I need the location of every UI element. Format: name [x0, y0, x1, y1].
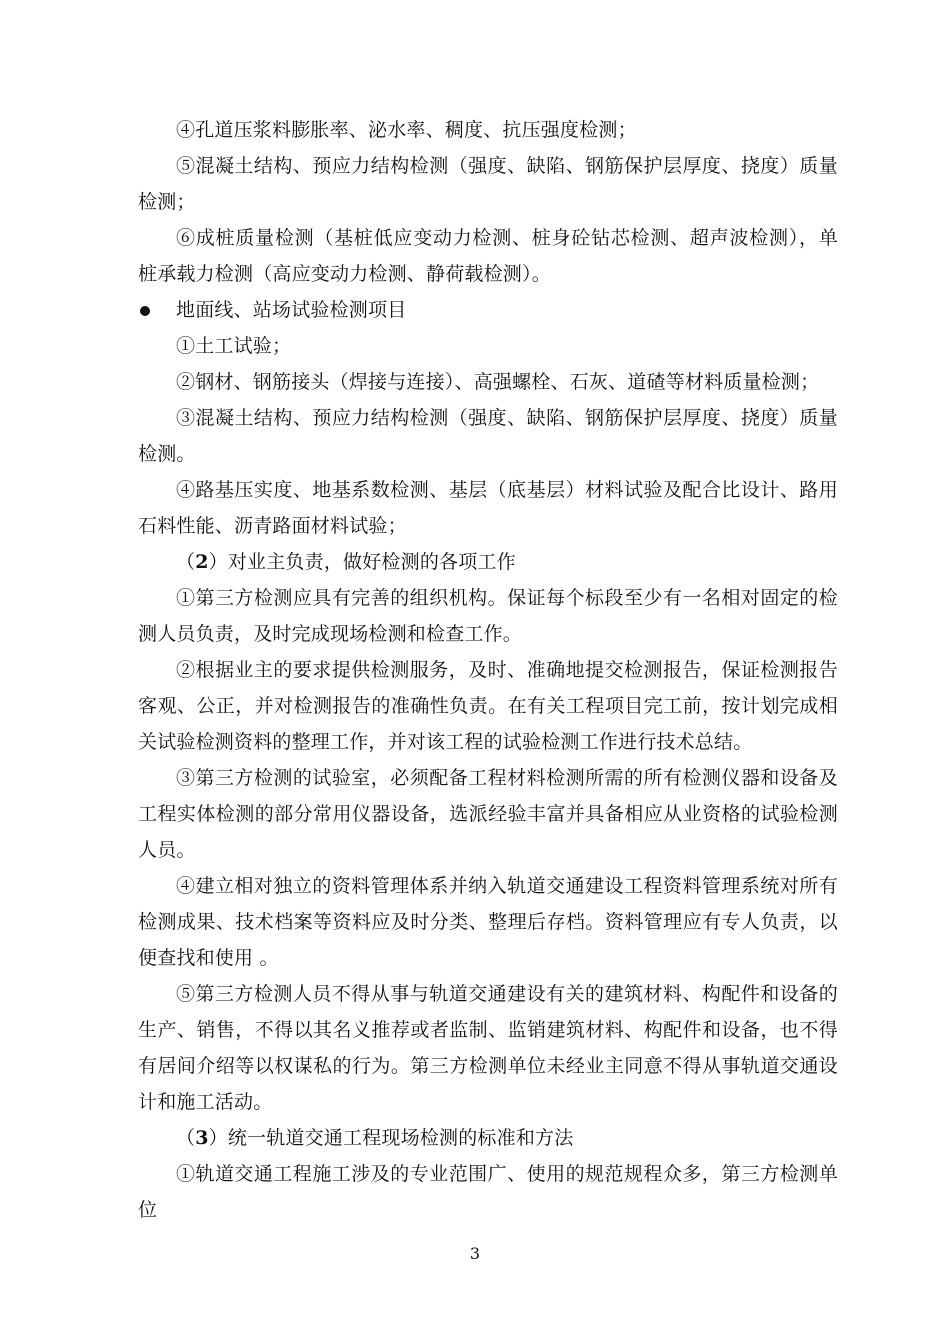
bullet-text: 地面线、站场试验检测项目 [176, 299, 407, 321]
heading-text: 统一轨道交通工程现场检测的标准和方法 [227, 1127, 574, 1149]
bullet-item [138, 292, 838, 328]
paragraph: ①第三方检测应具有完善的组织机构。保证每个标段至少有一名相对固定的检测人员负责，及时完成现场检测和检查工作。 [138, 587, 838, 645]
paragraph: ③第三方检测的试验室，必须配备工程材料检测所需的所有检测仪器和设备及工程实体检测的部分常用仪器设备，选派经验丰富并具备相应从业资格的试验检测人员。 [138, 767, 838, 861]
paragraph: ④路基压实度、地基系数检测、基层（底基层）材料试验及配合比设计、路用石料性能、沥青路面材料试验； [138, 479, 838, 537]
heading-text: 对业主负责，做好检测的各项工作 [227, 551, 516, 573]
heading-close: ） [208, 1127, 228, 1149]
paragraph: ④建立相对独立的资料管理体系并纳入轨道交通建设工程资料管理系统对所有检测成果、技术档案等资料应及时分类、整理后存档。资料管理应有专人负责，以便查找和使用 。 [138, 875, 838, 969]
heading-close: ） [208, 551, 228, 573]
paragraph: ②根据业主的要求提供检测服务，及时、准确地提交检测报告，保证检测报告客观、公正，并对检测报告的准确性负责。在有关工程项目完工前，按计划完成相关试验检测资料的整理工作，并对该工程的试验检测工作进行技术总结。 [138, 659, 838, 753]
paragraph: ①轨道交通工程施工涉及的专业范围广、使用的规范规程众多，第三方检测单位 [138, 1163, 838, 1221]
paragraph: ⑥成桩质量检测（基桩低应变动力检测、桩身砼钻芯检测、超声波检测），单桩承载力检测（高应变动力检测、静荷载检测）。 [138, 227, 838, 285]
paragraph: ①土工试验； [176, 335, 292, 357]
bullet-dot-icon [140, 306, 150, 316]
heading-open: （ [176, 551, 196, 573]
heading-open: （ [176, 1127, 196, 1149]
heading-number: 2 [195, 551, 209, 573]
paragraph: ③混凝土结构、预应力结构检测（强度、缺陷、钢筋保护层厚度、挠度）质量检测。 [138, 407, 838, 465]
section-heading [138, 544, 838, 580]
heading-number: 3 [195, 1127, 209, 1149]
paragraph: ⑤混凝土结构、预应力结构检测（强度、缺陷、钢筋保护层厚度、挠度）质量检测； [138, 155, 838, 213]
section-heading [138, 1120, 838, 1156]
page-number: 3 [469, 1244, 481, 1263]
paragraph: ④孔道压浆料膨胀率、泌水率、稠度、抗压强度检测； [176, 119, 637, 141]
paragraph: ②钢材、钢筋接头（焊接与连接）、高强螺栓、石灰、道碴等材料质量检测； [176, 371, 820, 393]
paragraph: ⑤第三方检测人员不得从事与轨道交通建设有关的建筑材料、构配件和设备的生产、销售，不得以其名义推荐或者监制、监销建筑材料、构配件和设备，也不得有居间介绍等以权谋私的行为。第三方检测单位未经业主同意不得从事轨道交通设计和施工活动。 [138, 983, 838, 1113]
document-body [138, 112, 838, 1228]
